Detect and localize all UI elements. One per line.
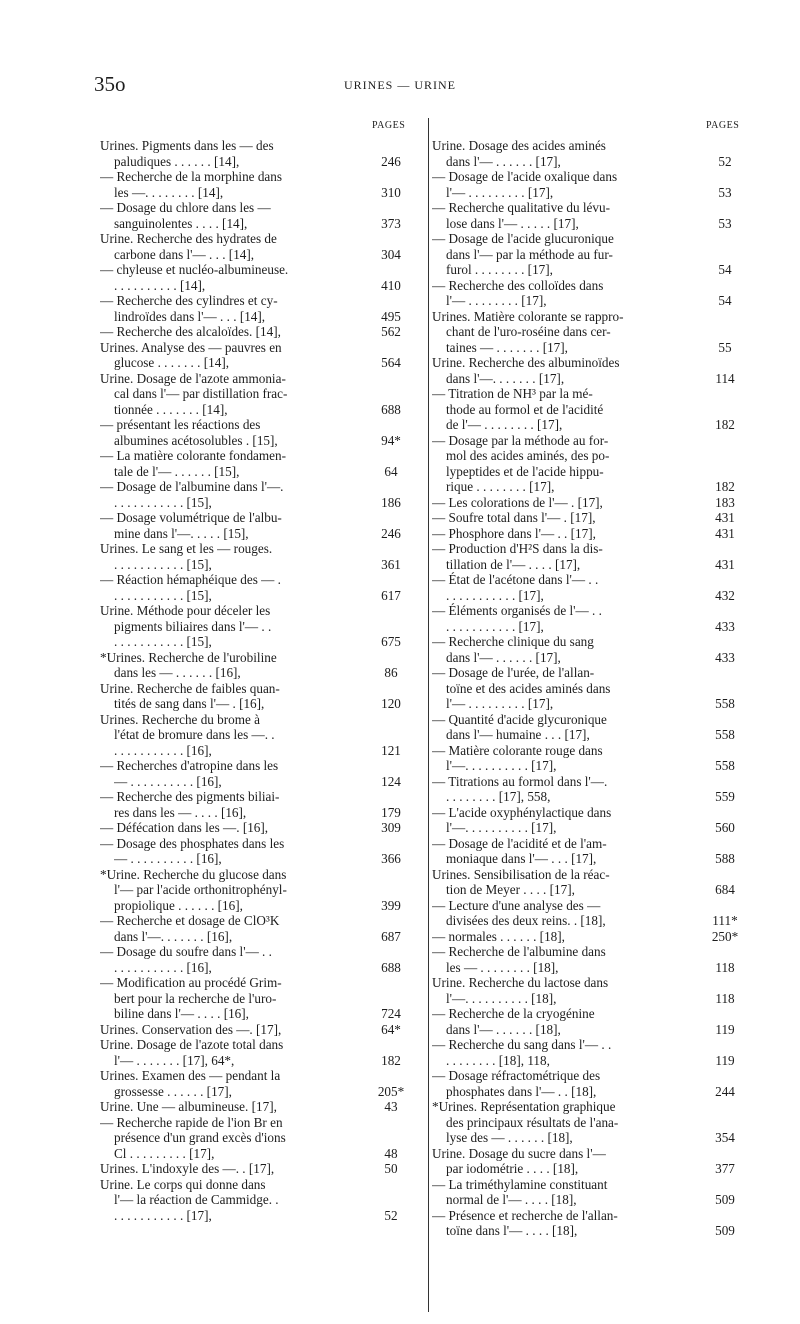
entry-text: — État de l'acétone dans l'— . . — [432, 572, 599, 587]
entry-page: 43 — [384, 1099, 398, 1114]
entry-text: . . . . . . . . . . . [15], — [114, 587, 212, 603]
entry-page: 250* — [711, 928, 739, 944]
entry-text: sanguinolentes . . . . [14], — [114, 215, 248, 231]
entry-text: Urine. Méthode pour déceler les — [100, 603, 271, 618]
entry-text: tionnée . . . . . . . [14], — [114, 401, 228, 417]
entry-page: 564 — [381, 355, 401, 370]
entry-text: Urine. Dosage de l'azote ammonia- — [100, 370, 286, 386]
entry-text: . . . . . . . . [17], 558, — [446, 789, 551, 804]
entry-text: . . . . . . . . . . . [17], — [446, 587, 544, 603]
entry-page: 64* — [381, 1021, 401, 1037]
pages-header-right: PAGES — [706, 120, 740, 131]
entry-text: — normales . . . . . . [18], — [432, 928, 565, 944]
entry-text: les — . . . . . . . . [18], — [446, 959, 559, 975]
entry-text: dans l'— par la méthode au fur- — [446, 246, 613, 262]
entry-text: Urine. Recherche de faibles quan- — [100, 680, 280, 696]
entry-text: divisées des deux reins. . [18], — [446, 913, 606, 928]
entry-text: — Dosage du chlore dans les — — [100, 200, 271, 215]
entry-text: dans l'— . . . . . . [18], — [446, 1021, 561, 1037]
entry-page: 54 — [718, 293, 732, 308]
entry-page: 354 — [715, 1130, 735, 1145]
entry-text: . . . . . . . . . . . [15], — [114, 494, 212, 510]
entry-page: 558 — [715, 727, 735, 742]
entry-text: albumines acétosolubles . [15], — [114, 432, 278, 448]
entry-page: 186 — [381, 494, 401, 510]
entry-text: tale de l'— . . . . . . [15], — [114, 463, 240, 479]
entry-text: moniaque dans l'— . . . [17], — [446, 851, 597, 866]
entry-text: — Éléments organisés de l'— . . — [432, 603, 602, 618]
entry-text: Urines. Sensibilisation de la réac- — [432, 866, 610, 882]
entry-text: thode au formol et de l'acidité — [446, 401, 604, 417]
entry-text: l'—. . . . . . . . . . [18], — [446, 990, 557, 1006]
entry-text: biline dans l'— . . . . [16], — [114, 1006, 249, 1021]
entry-text: Urine. Dosage des acides aminés — [432, 138, 606, 153]
entry-text: — Phosphore dans l'— . . [17], — [432, 525, 596, 541]
entry-text: l'— par l'acide orthonitrophényl- — [114, 882, 287, 897]
entry-page: 119 — [715, 1052, 735, 1068]
entry-text: — Titration de NH³ par la mé- — [432, 386, 593, 401]
entry-text: l'— . . . . . . . . . [17], — [446, 184, 554, 200]
entry-text: — Réaction hémaphéique des — . — [100, 572, 281, 587]
entry-text: tion de Meyer . . . . [17], — [446, 882, 575, 897]
entry-text: — Recherche de la morphine dans — [100, 169, 282, 184]
page-title: URINES — URINE — [344, 78, 456, 92]
entry-page: 121 — [381, 742, 401, 758]
entry-text: — Dosage réfractométrique des — [432, 1068, 601, 1083]
entry-text: — Recherche des alcaloïdes. [14], — [100, 324, 281, 339]
entry-text: *Urines. Représentation graphique — [432, 1099, 616, 1114]
entry-text: — La matière colorante fondamen- — [100, 448, 287, 463]
entry-page: 118 — [715, 959, 735, 975]
entry-page: 373 — [381, 215, 401, 231]
entry-page: 724 — [381, 1006, 401, 1021]
entry-page: 50 — [384, 1161, 398, 1176]
entry-text: lypeptides et de l'acide hippu- — [446, 463, 604, 479]
entry-text: lose dans l'— . . . . . [17], — [446, 215, 579, 231]
entry-text: les —. . . . . . . . [14], — [114, 184, 224, 200]
entry-page: 558 — [715, 696, 735, 711]
entry-text: Cl . . . . . . . . . [17], — [114, 1145, 215, 1161]
entry-text: — Recherche clinique du sang — [432, 634, 594, 649]
column-divider — [428, 118, 429, 1312]
entry-text: dans l'— humaine . . . [17], — [446, 727, 590, 742]
entry-page: 244 — [715, 1083, 735, 1099]
entry-text: — La triméthylamine constituant — [432, 1176, 608, 1192]
entry-text: — Titrations au formol dans l'—. — [432, 773, 608, 789]
entry-page: 560 — [715, 820, 735, 835]
entry-text: dans l'—. . . . . . . [17], — [446, 370, 565, 386]
entry-text: . . . . . . . . . . . [16], — [114, 959, 212, 975]
entry-text: furol . . . . . . . . [17], — [446, 262, 553, 277]
entry-text: normal de l'— . . . . [18], — [446, 1192, 577, 1207]
entry-text: l'— la réaction de Cammidge. . — [114, 1192, 279, 1207]
entry-text: chant de l'uro-roséine dans cer- — [446, 324, 611, 339]
entry-text: Urine. Dosage du sucre dans l'— — [432, 1145, 606, 1161]
entry-page: 182 — [381, 1052, 401, 1068]
entry-text: . . . . . . . . . . [14], — [114, 277, 206, 293]
entry-page: 304 — [381, 246, 401, 262]
entry-page: 309 — [381, 820, 401, 835]
entry-text: — L'acide oxyphénylactique dans — [432, 804, 612, 820]
entry-text: toïne et des acides aminés dans — [446, 680, 611, 696]
entry-text: glucose . . . . . . . [14], — [114, 355, 230, 370]
entry-text: — Dosage de l'urée, de l'allan- — [432, 665, 595, 680]
entry-text: — Dosage du soufre dans l'— . . — [100, 944, 272, 959]
entry-page: 64 — [384, 463, 398, 479]
entry-text: par iodométrie . . . . [18], — [446, 1161, 579, 1176]
entry-text: l'— . . . . . . . . . [17], — [446, 696, 554, 711]
entry-text: dans les — . . . . . . [16], — [114, 665, 241, 680]
entry-text: — Lecture d'une analyse des — — [432, 897, 601, 913]
entry-page: 54 — [718, 262, 732, 277]
entry-text: — Dosage volumétrique de l'albu- — [100, 510, 282, 525]
entry-page: 182 — [715, 479, 735, 494]
entry-text: Urine. Une — albumineuse. [17], — [100, 1099, 277, 1114]
entry-text: Urines. Analyse des — pauvres en — [100, 339, 282, 355]
entry-text: carbone dans l'— . . . [14], — [114, 246, 255, 262]
entry-text: bert pour la recherche de l'uro- — [114, 990, 277, 1006]
entry-text: tillation de l'— . . . . [17], — [446, 556, 581, 572]
entry-text: — Recherche des pigments biliai- — [100, 789, 280, 804]
entry-page: 675 — [381, 634, 401, 649]
entry-page: 48 — [384, 1145, 398, 1161]
entry-text: rique . . . . . . . . [17], — [446, 479, 555, 494]
entry-text: pigments biliaires dans l'— . . — [114, 618, 272, 634]
entry-text: — chyleuse et nucléo-albumineuse. — [100, 262, 289, 277]
pages-header-left: PAGES — [372, 120, 406, 131]
entry-text: Urine. Recherche des albuminoïdes — [432, 355, 620, 370]
entry-text: mol des acides aminés, des po- — [446, 448, 610, 463]
entry-text: Urines. Recherche du brome à — [100, 711, 261, 727]
entry-page: 495 — [381, 308, 401, 324]
entry-text: — Recherche du sang dans l'— . . — [432, 1037, 612, 1052]
entry-page: 431 — [715, 510, 735, 525]
entry-text: de l'— . . . . . . . . [17], — [446, 417, 563, 432]
entry-page: 509 — [715, 1223, 735, 1238]
entry-page: 52 — [384, 1207, 398, 1223]
entry-text: . . . . . . . . . . . [15], — [114, 634, 212, 649]
entry-text: — Dosage par la méthode au for- — [432, 432, 609, 448]
entry-text: toïne dans l'— . . . . [18], — [446, 1223, 578, 1238]
entry-text: l'état de bromure dans les —. . — [114, 727, 275, 742]
entry-text: — Recherche rapide de l'ion Br en — [100, 1114, 283, 1130]
entry-page: 433 — [715, 618, 735, 634]
entry-text: — Production d'H²S dans la dis- — [432, 541, 603, 556]
entry-text: — Recherches d'atropine dans les — [100, 758, 279, 773]
entry-text: . . . . . . . . . . . [16], — [114, 742, 212, 758]
entry-text: lindroïdes dans l'— . . . [14], — [114, 308, 266, 324]
entry-page: 688 — [381, 959, 401, 975]
entry-page: 246 — [381, 153, 401, 169]
entry-text: l'—. . . . . . . . . . [17], — [446, 758, 557, 773]
entry-text: — Recherche qualitative du lévu- — [432, 200, 610, 215]
entry-page: 179 — [381, 804, 401, 820]
entry-page: 94* — [381, 432, 401, 448]
entry-text: Urines. Conservation des —. [17], — [100, 1021, 282, 1037]
entry-text: — Modification au procédé Grim- — [100, 975, 282, 990]
entry-text: — Dosage de l'acide oxalique dans — [432, 169, 618, 184]
entry-text: — Dosage de l'acidité et de l'am- — [432, 835, 607, 851]
entry-text: lyse des — . . . . . . [18], — [446, 1130, 573, 1145]
entry-page: 182 — [715, 417, 735, 432]
entry-text: — Recherche des colloïdes dans — [432, 277, 604, 293]
entry-text: — . . . . . . . . . . [16], — [114, 851, 222, 866]
entry-text: . . . . . . . . . . . [17], — [114, 1207, 212, 1223]
entry-text: dans l'— . . . . . . [17], — [446, 649, 561, 665]
entry-text: Urine. Recherche du lactose dans — [432, 975, 609, 990]
entry-page: 52 — [718, 153, 732, 169]
entry-page: 377 — [715, 1161, 735, 1176]
entry-page: 559 — [715, 789, 735, 804]
entry-page: 183 — [715, 494, 735, 510]
entry-text: — Présence et recherche de l'allan- — [432, 1207, 618, 1223]
entry-text: Urine. Dosage de l'azote total dans — [100, 1037, 284, 1052]
entry-text: — Matière colorante rouge dans — [432, 742, 603, 758]
entry-text: paludiques . . . . . . [14], — [114, 153, 240, 169]
entry-page: 399 — [381, 897, 401, 913]
entry-page: 111* — [712, 913, 738, 928]
entry-page: 558 — [715, 758, 735, 773]
entry-text: dans l'—. . . . . . . [16], — [114, 928, 233, 944]
entry-text: présence d'un grand excès d'ions — [114, 1130, 286, 1145]
entry-text: l'— . . . . . . . [17], 64*, — [114, 1052, 235, 1068]
entry-text: Urines. Matière colorante se rappro- — [432, 308, 624, 324]
entry-text: — Recherche et dosage de ClO³K — [100, 913, 280, 928]
entry-page: 361 — [381, 556, 401, 572]
entry-page: 688 — [381, 401, 401, 417]
entry-text: . . . . . . . . . . . [15], — [114, 556, 212, 572]
entry-text: — Défécation dans les —. [16], — [100, 820, 269, 835]
entry-text: Urine. Le corps qui donne dans — [100, 1176, 266, 1192]
entry-page: 118 — [715, 990, 735, 1006]
entry-text: phosphates dans l'— . . [18], — [446, 1083, 597, 1099]
entry-text: — Recherche de l'albumine dans — [432, 944, 606, 959]
entry-text: res dans les — . . . . [16], — [114, 804, 247, 820]
entry-page: 431 — [715, 556, 735, 572]
entry-page: 53 — [718, 184, 732, 200]
entry-text: — Quantité d'acide glycuronique — [432, 711, 607, 727]
entry-page: 55 — [718, 339, 732, 355]
entry-page: 205* — [377, 1083, 405, 1099]
entry-page: 366 — [381, 851, 401, 866]
entry-page: 562 — [381, 324, 401, 339]
entry-page: 684 — [715, 882, 735, 897]
entry-text: — Les colorations de l'— . [17], — [432, 494, 603, 510]
entry-page: 432 — [715, 587, 735, 603]
entry-text: mine dans l'—. . . . . [15], — [114, 525, 249, 541]
entry-text: l'—. . . . . . . . . . [17], — [446, 820, 557, 835]
entry-text: Urines. L'indoxyle des —. . [17], — [100, 1161, 275, 1176]
entry-page: 588 — [715, 851, 735, 866]
entry-text: — Recherche de la cryogénine — [432, 1006, 595, 1021]
entry-text: *Urine. Recherche du glucose dans — [100, 866, 287, 882]
entry-page: 124 — [381, 773, 401, 789]
entry-text: Urines. Pigments dans les — des — [100, 138, 274, 153]
entry-text: . . . . . . . . . . . [17], — [446, 618, 544, 634]
entry-text: taines — . . . . . . . [17], — [446, 339, 568, 355]
entry-text: tités de sang dans l'— . [16], — [114, 696, 265, 711]
entry-text: — Soufre total dans l'— . [17], — [432, 510, 596, 525]
entry-text: Urines. Examen des — pendant la — [100, 1068, 281, 1083]
entry-text: propiolique . . . . . . [16], — [114, 897, 243, 913]
entry-text: — Recherche des cylindres et cy- — [100, 293, 278, 308]
entry-text: — Dosage de l'albumine dans l'—. — [100, 479, 284, 494]
entry-text: des principaux résultats de l'ana- — [446, 1114, 619, 1130]
entry-page: 687 — [381, 928, 401, 944]
entry-page: 246 — [381, 525, 401, 541]
entry-text: . . . . . . . . [18], 118, — [446, 1052, 550, 1068]
entry-text: grossesse . . . . . . [17], — [114, 1083, 232, 1099]
entry-page: 86 — [384, 665, 398, 680]
entry-text: Urines. Le sang et les — rouges. — [100, 541, 273, 556]
entry-page: 509 — [715, 1192, 735, 1207]
entry-text: — . . . . . . . . . . [16], — [114, 773, 222, 789]
entry-text: *Urines. Recherche de l'urobiline — [100, 649, 277, 665]
entry-text: l'— . . . . . . . . [17], — [446, 293, 547, 308]
entry-page: 431 — [715, 525, 735, 541]
entry-text: cal dans l'— par distillation frac- — [114, 386, 288, 401]
entry-page: 53 — [718, 215, 732, 231]
entry-page: 433 — [715, 649, 735, 665]
entry-text: Urine. Recherche des hydrates de — [100, 231, 277, 246]
entry-text: — présentant les réactions des — [100, 417, 261, 432]
entry-page: 310 — [381, 184, 401, 200]
entry-page: 617 — [381, 587, 401, 603]
entry-text: dans l'— . . . . . . [17], — [446, 153, 561, 169]
entry-text: — Dosage de l'acide glucuronique — [432, 231, 614, 246]
page-number: 35o — [94, 72, 126, 96]
entry-page: 119 — [715, 1021, 735, 1037]
entry-text: — Dosage des phosphates dans les — [100, 835, 285, 851]
entry-page: 114 — [715, 370, 735, 386]
entry-page: 410 — [381, 277, 401, 293]
entry-page: 120 — [381, 696, 401, 711]
